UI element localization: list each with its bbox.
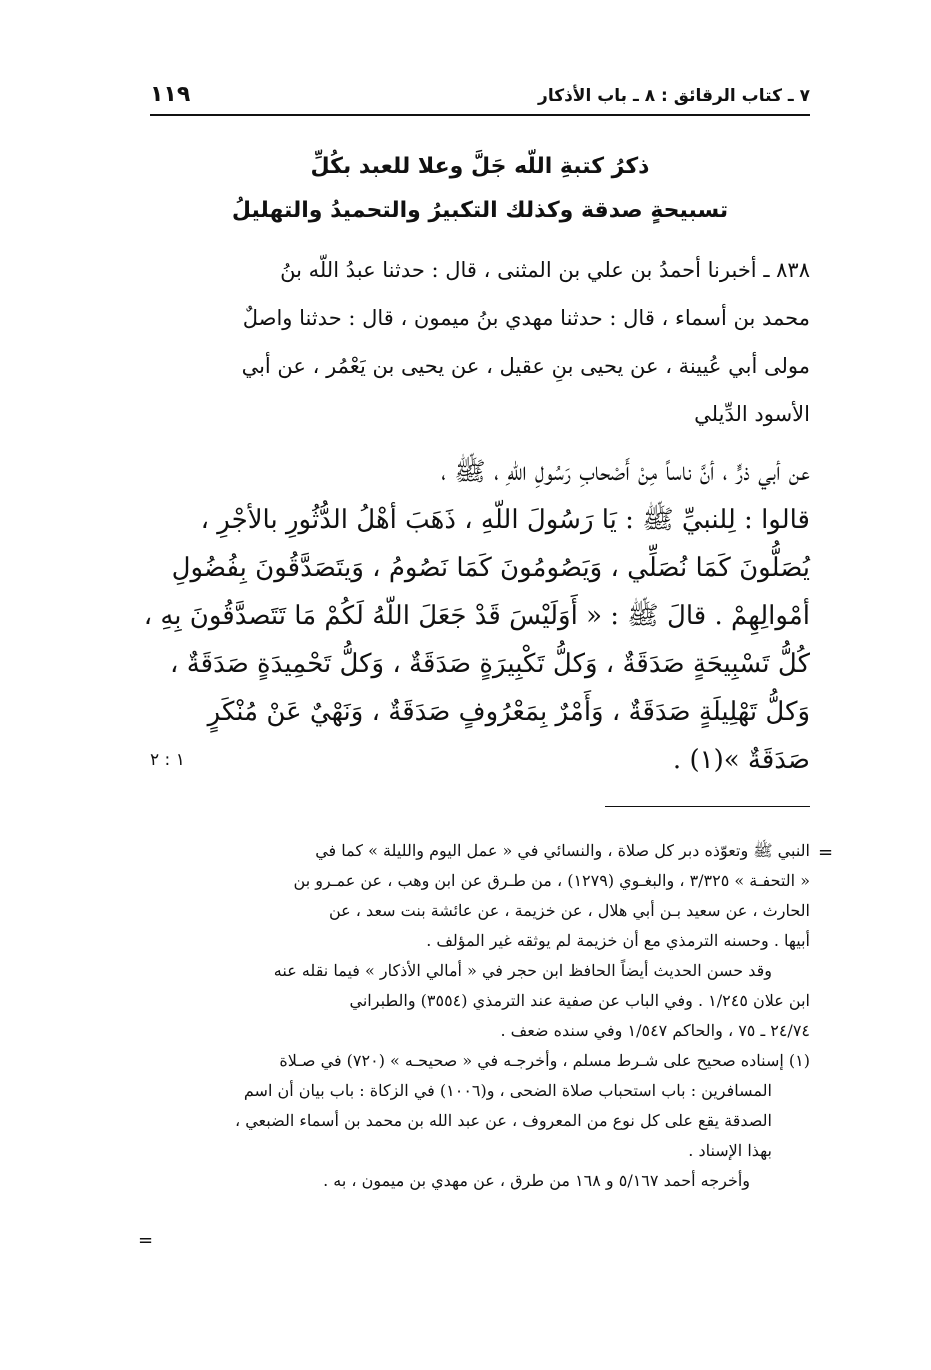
continuation-mark-bottom: = — [138, 1230, 154, 1251]
footnote-line: الحارث ، عن سعيد بـن أبي هلال ، عن خزيمة ، عن عائشة بنت سعد ، عن — [328, 901, 810, 920]
page-number: ١١٩ — [150, 82, 191, 107]
matn-line: عن أبي ذرٍّ ، أنَّ ناساً مِنْ أَصْحابِ رَسُولِ اللّهِ ، ﷺ ، — [441, 457, 810, 487]
running-title: ٧ ـ كتاب الرقائق : ٨ ـ باب الأذكار — [538, 86, 810, 106]
isnad-line: مولى أبي عُيينة ، عن يحيى بنِ عقيل ، عن يحيى بن يَعْمُر ، عن أبي — [241, 354, 810, 378]
matn-line: وَكلُّ تَهْلِيلَةٍ صَدَقَةٌ ، وَأَمْرٌ بِمَعْرُوفٍ صَدَقَةٌ ، وَنَهْيٌ عَنْ مُنْكَرٍ — [207, 697, 810, 727]
footnotes — [150, 836, 810, 1196]
footnote-line: وقد حسن الحديث أيضاً الحافظ ابن حجر في « أمالي الأذكار » فيما نقله عنه — [273, 961, 772, 980]
hadith-matn — [143, 448, 810, 784]
footnote-1-line: (١) إسناده صحيح على شـرط مسلم ، وأخرجـه في « صحيحـه » (٧٢٠) في صـلاة — [279, 1051, 810, 1070]
footnote-1-line: وأخرجه أحمد ٥/١٦٧ و ١٦٨ من طرق ، عن مهدي بن ميمون ، به . — [323, 1171, 750, 1190]
chapter-title-line-2: تسبيحةٍ صدقة وكذلك التكبيرُ والتحميدُ والتهليلُ — [231, 198, 729, 223]
footnote-rule — [605, 806, 810, 807]
footnote-1-line: المسافرين : باب استحباب صلاة الضحى ، و(١٠٠٦) في الزكاة : باب بيان أن اسم — [243, 1081, 772, 1100]
chapter-title-line-1: ذكرُ كتبةِ اللّه جَلَّ وعلا للعبد بكُلِّ — [310, 154, 650, 179]
footnote-1-line: الصدقة يقع على كل نوع من المعروف ، عن عبد الله بن محمد بن أسماء الضبعي ، — [234, 1111, 772, 1130]
footnote-line: أبيها . وحسنه الترمذي مع أن خزيمة لم يوثقه غير المؤلف . — [426, 931, 810, 950]
footnote-line: النبي ﷺ وتعوّذه دبر كل صلاة ، والنسائي في « عمل اليوم والليلة » كما في — [315, 841, 810, 860]
footnote-line: ٢٤/٧٤ ـ ٧٥ ، والحاكم ١/٥٤٧ وفي سنده ضعف . — [500, 1021, 810, 1040]
matn-line: صَدَقَةٌ »(١) . — [672, 745, 810, 775]
footnote-line: ابن علان ١/٢٤٥ . وفي الباب عن صفية عند الترمذي (٣٥٥٤) والطبراني — [349, 991, 810, 1010]
matn-line: أمْوالِهِمْ . قالَ ﷺ : « أَوَلَيْسَ قَدْ جَعَلَ اللّهُ لَكُمْ مَا تَتَصدَّقُونَ بِهِ ، — [143, 601, 810, 631]
isnad-line: ٨٣٨ ـ أخبرنا أحمدُ بن علي بن المثنى ، قال : حدثنا عبدُ اللّه بنُ — [280, 258, 810, 282]
hadith-isnad — [150, 246, 810, 438]
isnad-line: الأسود الدِّيلي — [694, 402, 810, 426]
continuation-mark-top: = — [818, 842, 834, 863]
footnote-1-line: بهذا الإسناد . — [688, 1141, 772, 1160]
footnote-line: « التحفـة » ٣/٣٢٥ ، والبغـوي (١٢٧٩) ، من طـرق عن ابن وهب ، عن عمـرو بن — [293, 871, 810, 890]
chapter-title — [150, 145, 810, 233]
isnad-line: محمد بن أسماء ، قال : حدثنا مهدي بنُ ميمون ، قال : حدثنا واصلٌ — [242, 306, 810, 330]
matn-line: قالوا : لِلنبيِّ ﷺ : يَا رَسُولَ اللّهِ ، ذَهَبَ أهْلُ الدُّثُورِ بالأجْرِ ، — [200, 505, 810, 535]
source-reference: ١ : ٢ — [150, 750, 185, 770]
header-rule — [150, 114, 810, 116]
matn-line: يُصَلُّونَ كَمَا نُصَلِّي ، وَيَصُومُونَ كَمَا نَصُومُ ، وَيتَصَدَّقُونَ بِفُضُولِ — [171, 553, 810, 583]
running-header — [150, 82, 810, 112]
matn-line: كُلُّ تَسْبِيحَةٍ صَدَقَةٌ ، وَكلُّ تَكْبِيرَةٍ صَدَقَةٌ ، وَكلُّ تَحْمِيدَةٍ صَدَقَةٌ ، — [170, 649, 810, 679]
